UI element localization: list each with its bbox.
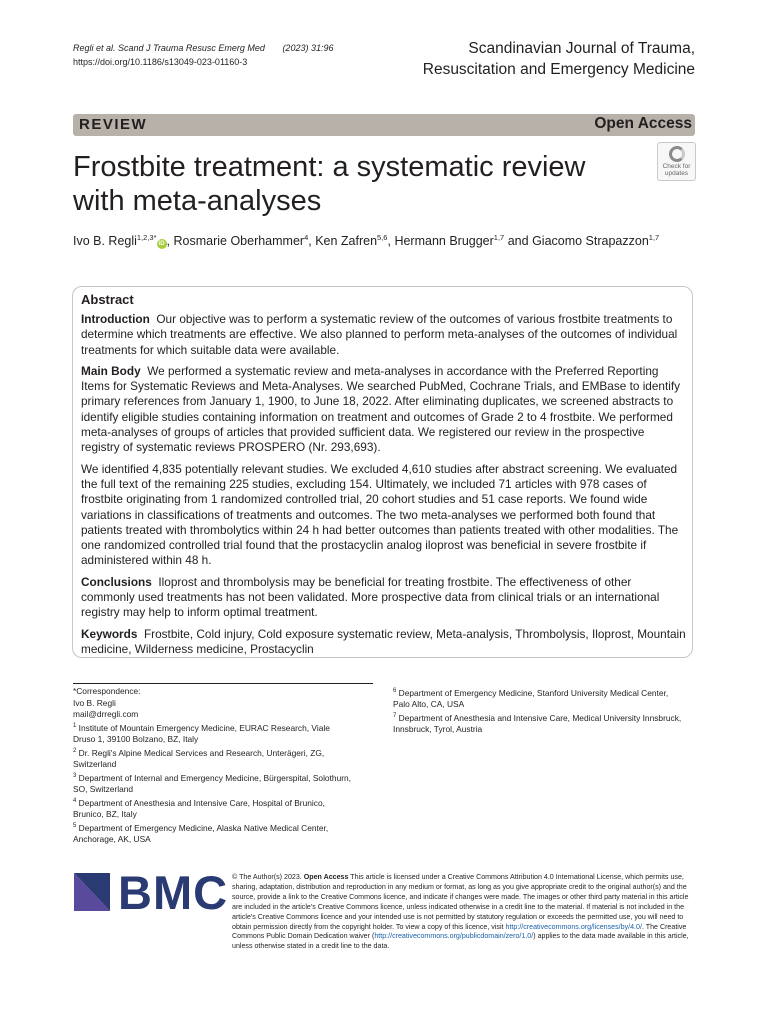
affiliation: $^6$ Department of Emergency Medicine, Stanford University Medical Center, Palo Alto, CA, USA [393, 687, 669, 710]
author-name[interactable]: Ken Zafren [315, 234, 378, 249]
affiliation: $^4$ Department of Anesthesia and Intensive Care, Hospital of Brunico, Brunico, BZ, Italy [73, 797, 325, 820]
affiliation: $^1$ Institute of Mountain Emergency Medicine, EURAC Research, Viale Druso 1, 39100 Bolzano, BZ, Italy [73, 722, 330, 745]
bmc-logo-icon [74, 873, 110, 911]
author-name[interactable]: Giacomo Strapazzon [532, 234, 649, 249]
license-link[interactable]: http://creativecommons.org/licenses/by/4.0/ [505, 922, 642, 931]
affiliation: $^7$ Department of Anesthesia and Intensive Care, Medical University Innsbruck, Innsbruck, Tyrol, Austria [393, 712, 682, 735]
abstract-main-body: Main Body We performed a systematic review and meta-analyses in accordance with the Preferred Reporting Items for Systematic Reviews and Meta-Analyses. We searched PubMed, Cochrane Trials, and EMBase to identify primary references from January 1, 1900, to June 18, 2022. After eliminating duplicates, we screened abstracts to identify eligible studies containing information on treatment and outcomes of Grade 2 to 4 frostbite. We performed meta-analyses of groups of articles that provided sufficient data. We registered our review in the prospective registry of systematic reviews PROSPERO (Nr. 293,693). [81, 363, 681, 455]
author-name[interactable]: Rosmarie Oberhammer [173, 234, 305, 249]
abstract-keywords: Keywords Frostbite, Cold injury, Cold exposure systematic review, Meta-analysis, Thrombolysis, Iloprost, Mountain medicine, Wilderness medicine, Prostacyclin [81, 626, 686, 656]
citation-year: (2023) 31:96 [282, 43, 334, 53]
correspondence-name: Ivo B. Regli [73, 697, 116, 708]
abstract-introduction: Introduction Our objective was to perform a systematic review of the outcomes of various frostbite treatments to determine which treatments are effective. We also planned to perform meta-analyses of the outcomes of individual treatments for which suitable data were available. [81, 312, 678, 357]
footnote-divider [73, 683, 373, 684]
footnotes-right [393, 686, 683, 736]
affiliation: $^5$ Department of Emergency Medicine, Alaska Native Medical Center, Anchorage, AK, USA [73, 822, 329, 845]
footnotes-left: *Correspondence: Ivo B. Regli mail@drregli.com $^1$ Institute of Mountain Emergency Medicine, EURAC Research, Viale Druso 1, 39100 Bolzano, BZ, Italy $^2$ Dr. Regli's Alpine Medical Services and Research, Unterägeri, ZG, Switzerland $^3$ Department of Internal and Emergency Medicine, Bürgerspital, Solothurn, SO, Switzerland $^4$ Department of Anesthesia and Intensive Care, Hospital of Brunico, Brunico, BZ, Italy $^5$ Department of Emergency Medicine, Alaska Native Medical Center, Anchorage, AK, USA [73, 686, 352, 845]
correspondence-email[interactable]: mail@drregli.com [73, 709, 139, 720]
abstract-heading: Abstract [81, 292, 134, 307]
orcid-icon[interactable]: iD [158, 241, 165, 248]
check-for-updates-badge[interactable]: Check for updates [657, 142, 696, 181]
public-domain-link[interactable]: http://creativecommons.org/publicdomain/zero/1.0/ [374, 932, 534, 941]
author-name[interactable]: Hermann Brugger [394, 234, 494, 249]
abstract-results: We identified 4,835 potentially relevant studies. We excluded 4,610 studies after abstract screening. We evaluated the full text of the remaining 225 studies, excluding 154. Ultimately, we included 71 articles with 978 cases of frostbite originating from 1 randomized controlled trial, 20 cohort studies and 51 case reports. We found wide variations in classifications of treatments and outcomes. The two meta-analyses we performed both found that patients treated with thrombolytics within 24 h had better outcomes than patients treated with other modalities. The one randomized controlled trial found that the prostacyclin analog iloprost was beneficial in severe frostbite if administered within 48 h. [81, 461, 679, 568]
doi-link[interactable]: https://doi.org/10.1186/s13049-023-01160-3 [73, 57, 248, 67]
open-access-label: Open Access [594, 115, 692, 132]
citation-header [73, 41, 333, 69]
check-updates-icon [669, 146, 685, 162]
article-type-label: REVIEW [79, 116, 148, 133]
affiliation: $^3$ Department of Internal and Emergency Medicine, Bürgerspital, Solothurn, SO, Switzerland [73, 772, 352, 795]
article-title: Frostbite treatment: a systematic review with meta-analyses [73, 151, 586, 217]
license-text: © The Author(s) 2023. Open Access This article is licensed under a Creative Commons Attribution 4.0 International License, which permits use, sharing, adaptation, distribution and reproduction in any medium or format, as long as you give appropriate credit to the original author(s) and the source, provide a link to the Creative Commons licence, and indicate if changes were made. The images or other third party material in this article are included in the article's Creative Commons licence, unless indicated otherwise in a credit line to the material. If material is not included in the article's Creative Commons licence and your intended use is not permitted by statutory regulation or exceeds the permitted use, you will need to obtain permission directly from the copyright holder. To view a copy of this licence, visit http://creativecommons.org/licenses/by/4.0/. The Creative Commons Public Domain Dedication waiver (http://creativecommons.org/publicdomain/zero/1.0/) applies to the data made available in this article, unless otherwise stated in a credit line to the data. [232, 873, 689, 951]
author-list: Ivo B. Regli$^{1,2,3*}$iD , Rosmarie Oberhammer$^4$, Ken Zafren$^{5,6}$, Hermann Brugger$^{1,7}$ and Giacomo Strapazzon$^{1,7}$ [73, 233, 660, 249]
affiliation: $^2$ Dr. Regli's Alpine Medical Services and Research, Unterägeri, ZG, Switzerland [73, 747, 325, 770]
author-name[interactable]: Ivo B. Regli [73, 234, 137, 249]
journal-name: Scandinavian Journal of Trauma, Resuscitation and Emergency Medicine [422, 40, 695, 78]
abstract-conclusions: Conclusions Iloprost and thrombolysis may be beneficial for treating frostbite. The effectiveness of other commonly used treatments has not been validated. More prospective data from clinical trials or an international registry may help to inform optimal treatment. [81, 574, 660, 620]
citation-authors: Regli et al. Scand J Trauma Resusc Emerg Med [73, 43, 265, 53]
abstract [81, 291, 686, 663]
bmc-logo-text: BMC [118, 866, 229, 919]
